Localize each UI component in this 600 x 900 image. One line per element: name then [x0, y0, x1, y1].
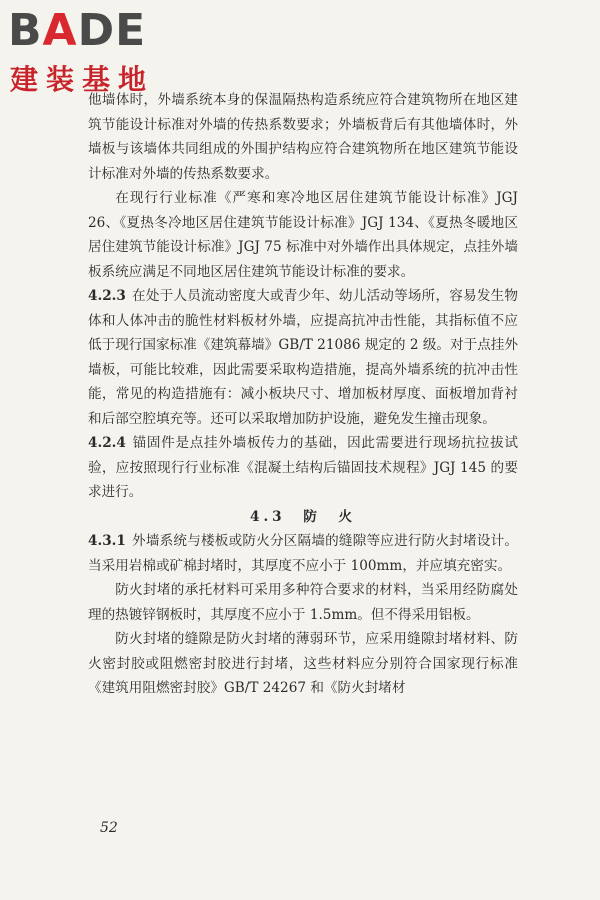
paragraph-sealing: 防火封堵的缝隙是防火封堵的薄弱环节，应采用缝隙封堵材料、防火密封胶或阻燃密封胶进行封堵，这些材料应分别符合国家现行标准《建筑用阻燃密封胶》GB/T 24267 和《防火封堵材: [88, 631, 518, 696]
paragraph-support-material: 防火封堵的承托材料可采用多种符合要求的材料，当采用经防腐处理的热镀锌钢板时，其厚度不应小于 1.5mm。但不得采用铝板。: [88, 582, 518, 623]
brand-logo: [8, 6, 178, 96]
clause-number: 4.2.3: [88, 288, 126, 304]
clause-text: 外墙系统与楼板或防火分区隔墙的缝隙等应进行防火封堵设计。当采用岩棉或矿棉封堵时，其厚度不应小于 100mm，并应填充密实。: [88, 533, 518, 574]
section-title: 4.3 防 火: [249, 508, 357, 525]
clause-4-3-1: [88, 529, 518, 578]
logo-wordmark: BADE: [8, 5, 147, 56]
paragraph-continuation: 他墙体时，外墙系统本身的保温隔热构造系统应符合建筑物所在地区建筑节能设计标准对外墙的传热系数要求；外墙板背后有其他墙体时，外墙板与该墙体共同组成的外围护结构应符合建筑物所在地区建筑节能设计标准对外墙的传热系数要求。: [88, 92, 518, 182]
document-body: [88, 88, 518, 701]
clause-4-2-3: [88, 284, 518, 431]
clause-text: 锚固件是点挂外墙板传力的基础，因此需要进行现场抗拉拔试验，应按照现行行业标准《混凝土结构后锚固技术规程》JGJ 145 的要求进行。: [88, 435, 518, 500]
clause-number: 4.2.4: [88, 435, 126, 451]
paragraph-standards: 在现行行业标准《严寒和寒冷地区居住建筑节能设计标准》JGJ 26、《夏热冬冷地区居住建筑节能设计标准》JGJ 134、《夏热冬暖地区居住建筑节能设计标准》JGJ 75 标准中对外墙作出具体规定，点挂外墙板系统应满足不同地区居住建筑节能设计标准的要求。: [88, 190, 518, 280]
clause-4-2-4: [88, 431, 518, 505]
clause-text: 在处于人员流动密度大或青少年、幼儿活动等场所，容易发生物体和人体冲击的脆性材料板材外墙，应提高抗冲击性能，其指标值不应低于现行国家标准《建筑幕墙》GB/T 21086 规定的 2 级。对于点挂外墙板，可能比较难，因此需要采取构造措施，提高外墙系统的抗冲击性能，常见的构造措施有：减小板块尺寸、增加板材厚度、面板增加背衬和后部空腔填充等。还可以采取增加防护设施，避免发生撞击现象。: [88, 288, 518, 427]
logo-subtitle: 建装基地: [10, 63, 155, 96]
clause-number: 4.3.1: [88, 533, 126, 549]
page-number: 52: [100, 820, 118, 836]
